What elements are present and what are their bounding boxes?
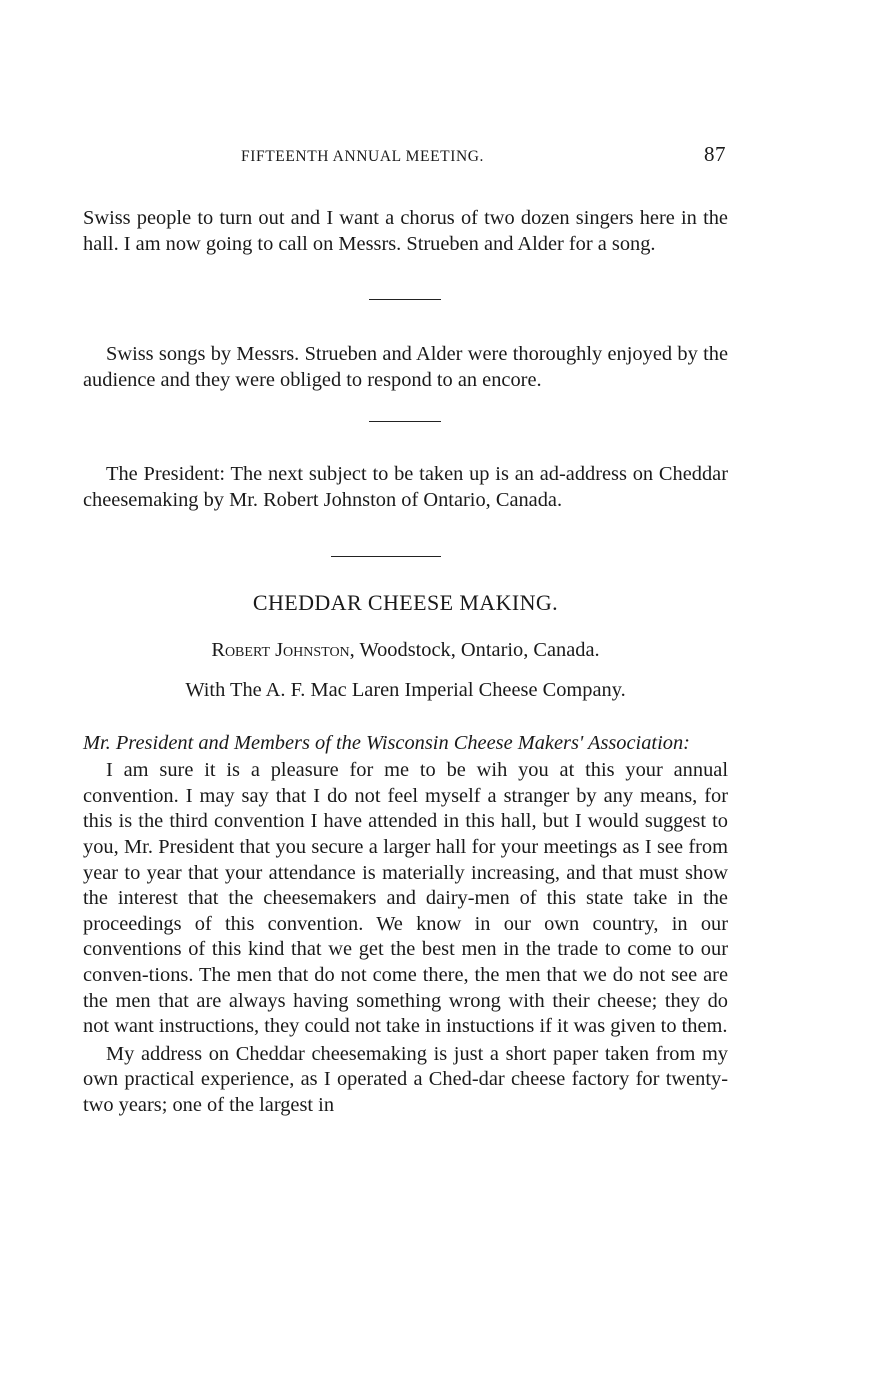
author-byline (83, 637, 728, 663)
paragraph-swiss-songs: Swiss songs by Messrs. Strueben and Alder were thoroughly enjoyed by the audience and they were obliged to respond to an encore. (83, 343, 728, 391)
paragraph-swiss-chorus: Swiss people to turn out and I want a chorus of two dozen singers here in the hall. I am now going to call on Messrs. Strueben and Alder for a song. (83, 207, 728, 255)
section-divider-rule (331, 556, 441, 557)
running-title: FIFTEENTH ANNUAL MEETING. (241, 148, 485, 165)
author-name: Robert Johnston, (211, 638, 355, 661)
paragraph-president-announcement: The President: The next subject to be taken up is an ad-address on Cheddar cheesemaking by Mr. Robert Johnston of Ontario, Canada. (83, 463, 728, 511)
page-number: 87 (704, 142, 726, 166)
section-title: CHEDDAR CHEESE MAKING. (252, 589, 559, 615)
speech-paragraph-1: I am sure it is a pleasure for me to be wih you at this your annual convention. I may say that I do not feel myself a stranger by any means, for this is the third convention I have attended in this hall, but I would suggest to you, Mr. President that you secure a larger hall for your meetings as I see from year to year that your attendance is materially increasing, and that must show the interest that the cheesemakers and dairy-men of this state take in the proceedings of this convention. We know in our own country, in our conventions of this kind that we get the best men in the trade to come to our conven-tions. The men that do not come there, the men that we do not see are the men that are always having something wrong with their cheese; they do not want instructions, they could not take in instuctions if it was given to them. (83, 759, 728, 1038)
divider-rule (369, 421, 441, 422)
author-affiliation: With The A. F. Mac Laren Imperial Cheese Company. (185, 678, 626, 701)
speech-paragraph-2: My address on Cheddar cheesemaking is just a short paper taken from my own practical experience, as I operated a Ched-dar cheese factory for twenty-two years; one of the largest in (83, 1042, 728, 1116)
salutation: Mr. President and Members of the Wisconsin Cheese Makers' Association: (83, 731, 690, 754)
book-page (83, 140, 728, 1118)
running-head (83, 140, 728, 170)
author-location: Woodstock, Ontario, Canada. (354, 638, 600, 661)
divider-rule (369, 299, 441, 300)
